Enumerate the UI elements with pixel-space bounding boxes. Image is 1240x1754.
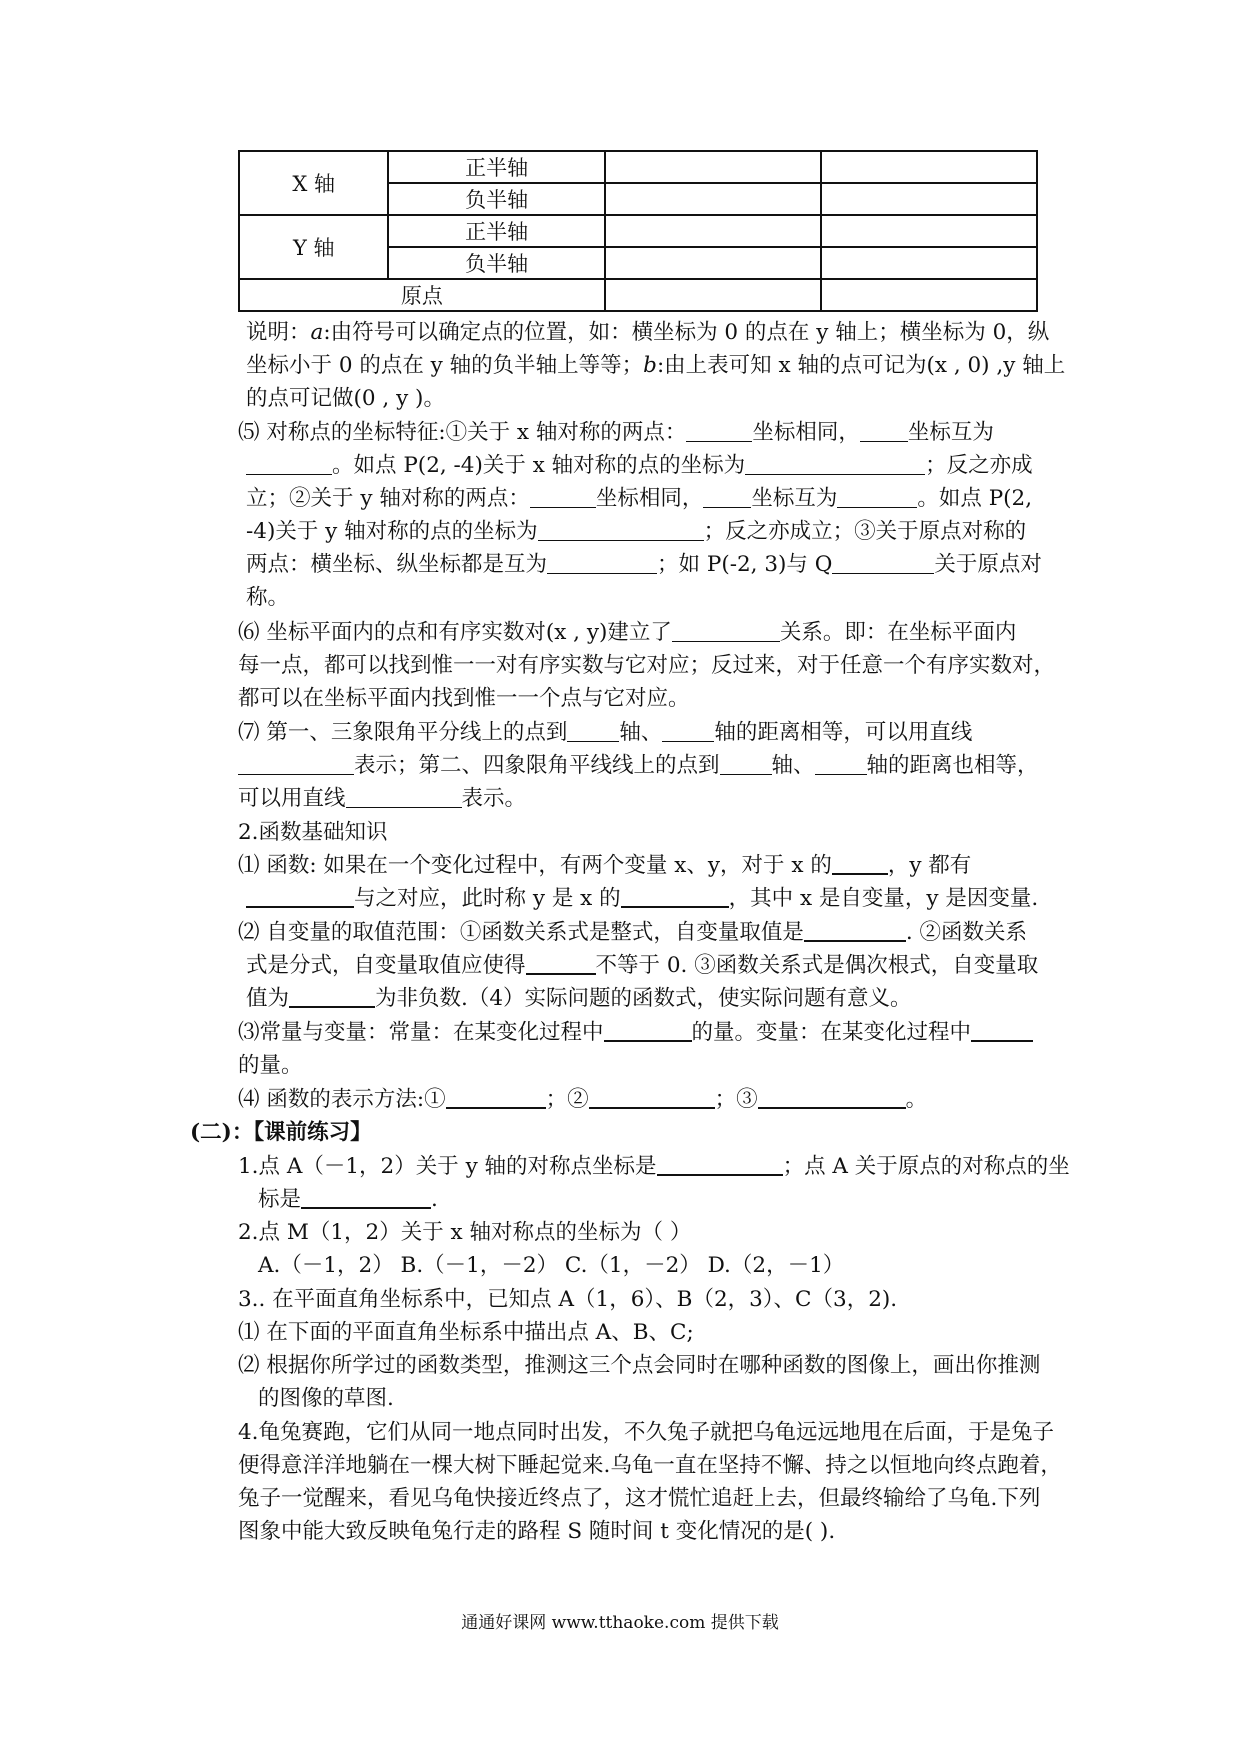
s5-text: 立；②关于 y 轴对称的两点： — [246, 486, 530, 511]
answer-blank[interactable] — [832, 553, 934, 574]
blank-cell — [821, 279, 1037, 311]
s6-line-3: 都可以在坐标平面内找到惟一一个点与它对应。 — [238, 686, 690, 711]
origin-cell: 原点 — [239, 279, 605, 311]
table-row — [239, 215, 1037, 247]
s7-text: 轴、 — [771, 753, 815, 778]
q2-options: A.（－1，2） B.（－1，－2） C.（1，－2） D.（2，－1） — [258, 1253, 845, 1278]
section-heading: 2.函数基础知识 — [238, 820, 388, 845]
s7-text: 轴的距离也相等， — [866, 753, 1039, 778]
s5-text: 两点：横坐标、纵坐标都是互为 — [246, 552, 548, 577]
s6-line-1 — [238, 618, 1016, 648]
answer-blank[interactable] — [662, 721, 714, 742]
q1-line-1 — [238, 1152, 1070, 1182]
answer-blank[interactable] — [657, 1154, 783, 1176]
answer-blank[interactable] — [589, 1087, 715, 1109]
answer-blank[interactable] — [758, 1087, 906, 1109]
func-text: ，其中 x 是自变量，y 是因变量. — [728, 886, 1039, 911]
note-line-1 — [246, 318, 1049, 348]
answer-blank[interactable] — [530, 487, 596, 508]
func-text: ⑷ 函数的表示方法:① — [238, 1087, 446, 1112]
func-text: 为非负数.（4）实际问题的函数式，使实际问题有意义。 — [375, 986, 912, 1011]
s5-text: ⑸ 对称点的坐标特征:①关于 x 轴对称的两点： — [238, 420, 687, 445]
s5-line-1 — [238, 418, 994, 448]
s7-line-2 — [238, 751, 1039, 781]
func-text: 与之对应，此时称 y 是 x 的 — [354, 886, 621, 911]
practice-heading-title: 【课前练习】 — [253, 1120, 372, 1145]
s7-text: 轴的距离相等，可以用直线 — [714, 720, 973, 745]
f3-line-2: 的量。 — [238, 1053, 303, 1078]
note-line-3: 的点可记做(0 , y )。 — [246, 386, 445, 411]
blank-cell — [605, 279, 821, 311]
pos-half-cell: 正半轴 — [388, 215, 604, 247]
func-text: 。 — [905, 1087, 928, 1112]
f1-line-1 — [238, 851, 971, 881]
answer-blank[interactable] — [804, 920, 906, 942]
func-text: ，y 都有 — [887, 853, 972, 878]
s5-text: 坐标相同， — [752, 420, 860, 445]
note-line-2 — [246, 351, 1065, 381]
s5-text: 坐标互为 — [751, 486, 838, 511]
answer-blank[interactable] — [246, 886, 354, 908]
s6-text: ⑹ 坐标平面内的点和有序实数对(x , y)建立了 — [238, 620, 672, 645]
practice-heading — [190, 1118, 372, 1148]
func-text: 值为 — [246, 986, 290, 1011]
x-axis-cell: X 轴 — [239, 151, 388, 215]
blank-cell — [605, 215, 821, 247]
q4-line-1: 4.龟兔赛跑，它们从同一地点同时出发，不久兔子就把乌龟远远地甩在后面，于是兔子 — [238, 1420, 1055, 1445]
s7-text: 可以用直线 — [238, 786, 346, 811]
axis-table — [238, 150, 1038, 312]
answer-blank[interactable] — [745, 454, 925, 475]
s7-text: ⑺ 第一、三象限角平分线上的点到 — [238, 720, 568, 745]
func-text: ；③ — [714, 1087, 758, 1112]
question-text: 标是 — [258, 1187, 302, 1212]
note-text: :由符号可以确定点的位置，如：横坐标为 0 的点在 y 轴上；横坐标为 0，纵 — [323, 320, 1050, 345]
f2-line-3 — [246, 984, 912, 1014]
f4-line-1 — [238, 1085, 927, 1115]
func-text: 式是分式，自变量取值应使得 — [246, 953, 526, 978]
neg-half-cell: 负半轴 — [388, 247, 604, 279]
answer-blank[interactable] — [246, 454, 332, 475]
answer-blank[interactable] — [971, 1020, 1033, 1042]
blank-cell — [605, 247, 821, 279]
s7-text: 表示；第二、四象限角平线线上的点到 — [354, 753, 720, 778]
answer-blank[interactable] — [346, 787, 462, 808]
q1-line-2 — [258, 1185, 438, 1215]
func-text: 不等于 0. ③函数关系式是偶次根式，自变量取 — [595, 953, 1039, 978]
s7-text: 轴、 — [619, 720, 663, 745]
answer-blank[interactable] — [526, 953, 596, 975]
answer-blank[interactable] — [860, 421, 908, 442]
neg-half-cell: 负半轴 — [388, 183, 604, 215]
answer-blank[interactable] — [547, 553, 657, 574]
f2-line-2 — [246, 951, 1038, 981]
func-text: ⑴ 函数: 如果在一个变化过程中，有两个变量 x、y，对于 x 的 — [238, 853, 832, 878]
table-row — [239, 151, 1037, 183]
func-text: ；② — [545, 1087, 589, 1112]
answer-blank[interactable] — [301, 1187, 431, 1209]
blank-cell — [821, 183, 1037, 215]
pos-half-cell: 正半轴 — [388, 151, 604, 183]
s5-text: 坐标相同， — [595, 486, 704, 511]
func-text: ⑵ 自变量的取值范围：①函数关系式是整式，自变量取值是 — [238, 920, 804, 945]
s7-line-1 — [238, 718, 972, 748]
s5-text: -4)关于 y 轴对称的点的坐标为 — [246, 519, 538, 544]
q4-line-3: 兔子一觉醒来，看见乌龟快接近终点了，这才慌忙追赶上去，但最终输给了乌龟.下列 — [238, 1486, 1041, 1511]
q3-sub-2a: ⑵ 根据你所学过的函数类型，推测这三个点会同时在哪种函数的图像上，画出你推测 — [238, 1353, 1041, 1378]
s5-text: 关于原点对 — [934, 552, 1042, 577]
answer-blank[interactable] — [567, 721, 619, 742]
s5-text: ；如 P(-2, 3)与 Q — [657, 552, 833, 577]
answer-blank[interactable] — [289, 986, 375, 1008]
func-text: . ②函数关系 — [905, 920, 1028, 945]
q3-sub-2b: 的图像的草图. — [258, 1386, 394, 1411]
s5-text: ；反之亦成立；③关于原点对称的 — [703, 519, 1027, 544]
blank-cell — [821, 151, 1037, 183]
blank-cell — [605, 183, 821, 215]
answer-blank[interactable] — [604, 1020, 692, 1042]
answer-blank[interactable] — [238, 754, 354, 775]
answer-blank[interactable] — [837, 487, 917, 508]
note-symbol-a: a — [310, 320, 324, 345]
s5-line-4 — [246, 517, 1026, 547]
question-text: 1.点 A（－1，2）关于 y 轴的对称点坐标是 — [238, 1154, 657, 1179]
q3-sub-1: ⑴ 在下面的平面直角坐标系中描出点 A、B、C; — [238, 1320, 694, 1345]
note-text: 坐标小于 0 的点在 y 轴的负半轴上等等； — [246, 353, 644, 378]
question-text: . — [431, 1187, 438, 1212]
q4-line-4: 图象中能大致反映龟兔行走的路程 S 随时间 t 变化情况的是( ). — [238, 1519, 836, 1544]
blank-cell — [605, 151, 821, 183]
s6-line-2: 每一点，都可以找到惟一一对有序实数与它对应；反过来，对于任意一个有序实数对， — [238, 653, 1056, 678]
answer-blank[interactable] — [446, 1087, 546, 1109]
s6-text: 关系。即：在坐标平面内 — [779, 620, 1017, 645]
s5-line-2 — [246, 451, 1033, 481]
page-footer: 通通好课网 www.tthaoke.com 提供下载 — [461, 1613, 779, 1633]
note-text: :由上表可知 x 轴的点可记为(x , 0) ,y 轴上 — [656, 353, 1066, 378]
s7-line-3 — [238, 784, 526, 814]
s5-line-5 — [246, 550, 1042, 580]
s5-text: 。如点 P(2, — [917, 486, 1033, 511]
blank-cell — [821, 215, 1037, 247]
y-axis-cell: Y 轴 — [239, 215, 388, 279]
f2-line-1 — [238, 918, 1027, 948]
q4-line-2: 便得意洋洋地躺在一棵大树下睡起觉来.乌龟一直在坚持不懈、持之以恒地向终点跑着， — [238, 1453, 1062, 1478]
f1-line-2 — [246, 884, 1038, 914]
table-row — [239, 279, 1037, 311]
question-text: ；点 A 关于原点的对称点的坐 — [782, 1154, 1070, 1179]
q3-line: 3.. 在平面直角坐标系中，已知点 A（1，6）、B（2，3）、C（3，2). — [238, 1287, 898, 1312]
answer-blank[interactable] — [621, 886, 729, 908]
blank-cell — [821, 247, 1037, 279]
func-text: ⑶常量与变量：常量：在某变化过程中 — [238, 1020, 604, 1045]
answer-blank[interactable] — [686, 421, 752, 442]
s5-text: 。如点 P(2, -4)关于 x 轴对称的点的坐标为 — [332, 453, 746, 478]
answer-blank[interactable] — [832, 853, 888, 875]
answer-blank[interactable] — [815, 754, 867, 775]
q2-line: 2.点 M（1，2）关于 x 轴对称点的坐标为（ ） — [238, 1220, 692, 1245]
answer-blank[interactable] — [672, 621, 780, 642]
answer-blank[interactable] — [720, 754, 772, 775]
practice-heading-num: (二)： — [190, 1120, 254, 1145]
note-symbol-b: b — [643, 353, 657, 378]
note-label: 说明： — [246, 320, 311, 345]
answer-blank[interactable] — [703, 487, 751, 508]
f3-line-1 — [238, 1018, 1033, 1048]
s5-text: 坐标互为 — [907, 420, 994, 445]
s5-text: ；反之亦成 — [925, 453, 1033, 478]
s5-line-6: 称。 — [246, 585, 290, 610]
func-text: 的量。变量：在某变化过程中 — [691, 1020, 972, 1045]
s7-text: 表示。 — [461, 786, 527, 811]
s5-line-3 — [246, 484, 1032, 514]
answer-blank[interactable] — [538, 520, 704, 541]
